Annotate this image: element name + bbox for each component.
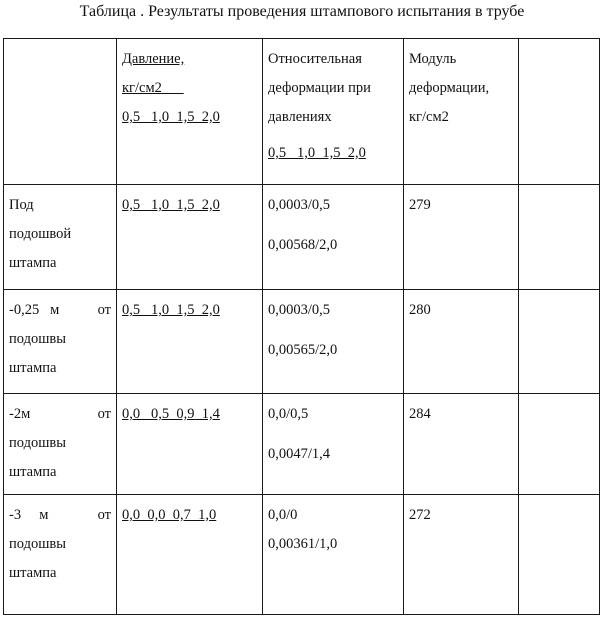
deformation-header-values: 0,5 1,0 1,5 2,0 <box>268 145 366 161</box>
deformation-header-line1: Относительная <box>268 51 362 67</box>
pressure-cell <box>117 495 263 615</box>
table-row <box>4 495 600 615</box>
results-table <box>3 38 600 615</box>
pressure-values: 0,5 1,0 1,5 2,0 <box>122 197 220 213</box>
modulus-header-line1: Модуль <box>409 51 457 67</box>
empty-cell <box>519 495 600 615</box>
location-cell <box>4 394 117 495</box>
pressure-cell <box>117 290 263 394</box>
pressure-values: 0,0 0,5 0,9 1,4 <box>122 406 220 422</box>
deformation-value1: 0,0003/0,5 <box>268 197 331 213</box>
location-line1: -3 м от <box>9 507 111 523</box>
deformation-value2: 0,00565/2,0 <box>268 342 338 358</box>
location-line1: Под <box>9 197 34 213</box>
empty-cell <box>519 185 600 290</box>
location-cell <box>4 495 117 615</box>
pressure-header-values: 0,5 1,0 1,5 2,0 <box>122 109 220 125</box>
location-cell <box>4 290 117 394</box>
table-row <box>4 394 600 495</box>
location-line3: штампа <box>9 565 57 581</box>
header-empty-cell <box>519 39 600 185</box>
location-line2: подошвы <box>9 331 66 347</box>
deformation-header-line3: давлениях <box>268 109 332 125</box>
header-modulus-cell <box>404 39 519 185</box>
deformation-value2: 0,00361/1,0 <box>268 536 338 552</box>
location-line2: подошвы <box>9 536 66 552</box>
pressure-cell <box>117 185 263 290</box>
pressure-header-line2: кг/см2 <box>122 80 162 96</box>
location-line2: подошвой <box>9 226 72 242</box>
table-row <box>4 185 600 290</box>
modulus-cell: 284 <box>404 394 519 495</box>
location-line1: -0,25 м от <box>9 302 111 318</box>
deformation-cell <box>263 185 404 290</box>
modulus-cell: 279 <box>404 185 519 290</box>
pressure-values: 0,0 0,0 0,7 1,0 <box>122 507 217 523</box>
table-caption: Таблица . Результаты проведения штампового испытания в трубе <box>79 3 525 20</box>
empty-cell <box>519 290 600 394</box>
deformation-cell <box>263 290 404 394</box>
deformation-value1: 0,0003/0,5 <box>268 302 331 318</box>
table-row <box>4 290 600 394</box>
empty-cell <box>519 394 600 495</box>
pressure-values: 0,5 1,0 1,5 2,0 <box>122 302 220 318</box>
modulus-cell: 272 <box>404 495 519 615</box>
location-line3: штампа <box>9 255 57 271</box>
header-location-cell <box>4 39 117 185</box>
location-line2: подошвы <box>9 435 66 451</box>
deformation-value2: 0,00568/2,0 <box>268 237 338 253</box>
pressure-cell <box>117 394 263 495</box>
deformation-value2: 0,0047/1,4 <box>268 446 331 462</box>
deformation-header-line2: деформации при <box>268 80 371 96</box>
location-line3: штампа <box>9 464 57 480</box>
modulus-cell: 280 <box>404 290 519 394</box>
location-cell <box>4 185 117 290</box>
header-pressure-cell <box>117 39 263 185</box>
modulus-header-line2: деформации, <box>409 80 490 96</box>
modulus-header-line3: кг/см2 <box>409 109 449 125</box>
header-deformation-cell <box>263 39 404 185</box>
pressure-header-line1: Давление, <box>122 51 185 67</box>
location-line3: штампа <box>9 360 57 376</box>
deformation-cell <box>263 394 404 495</box>
deformation-value1: 0,0/0 <box>268 507 298 523</box>
location-line1: -2м от <box>9 406 111 422</box>
deformation-value1: 0,0/0,5 <box>268 406 309 422</box>
deformation-cell <box>263 495 404 615</box>
header-row <box>4 39 600 185</box>
